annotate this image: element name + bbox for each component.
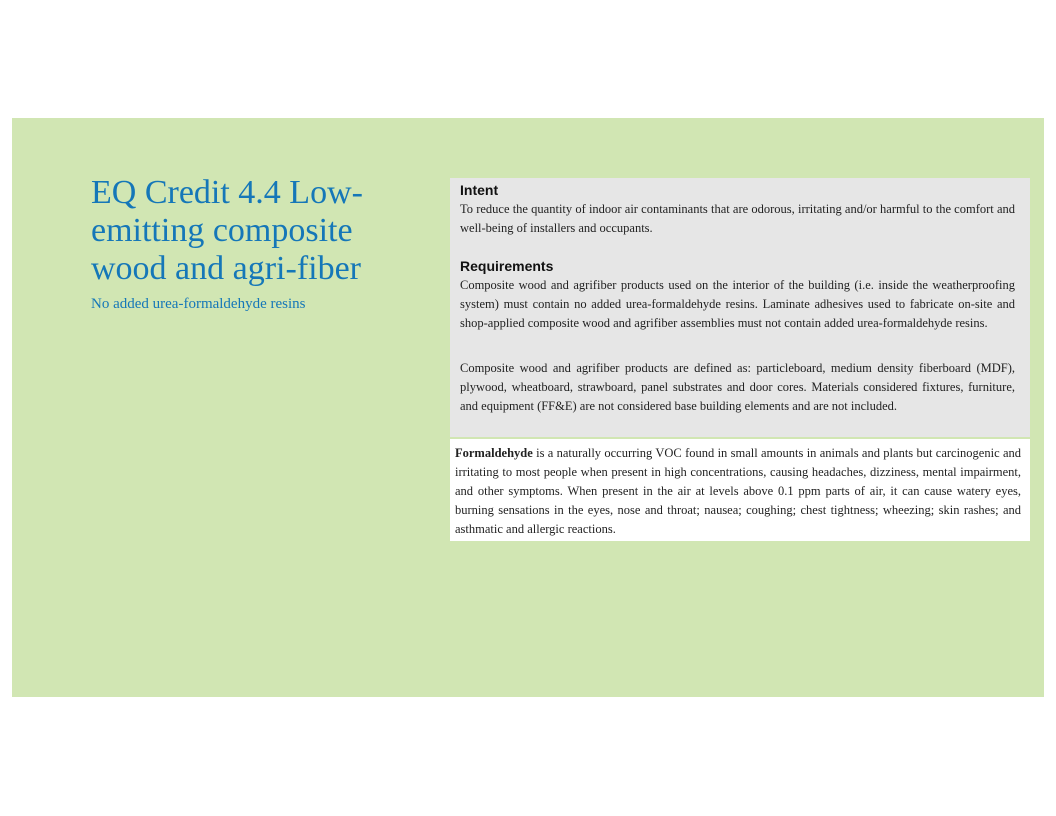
- slide-title: EQ Credit 4.4 Low-emitting composite wood and agri-fiber: [91, 174, 363, 287]
- excerpt-panel: [450, 178, 1030, 559]
- intent-text: To reduce the quantity of indoor air contaminants that are odorous, irritating and/or harmful to the comfort and well-being of installers and occupants.: [460, 202, 1015, 235]
- slide-subtitle: No added urea-formaldehyde resins: [91, 296, 306, 312]
- formaldehyde-note: [455, 444, 1021, 539]
- requirements-paragraph-1: Composite wood and agrifiber products used on the interior of the building (i.e. inside the weatherproofing system) must contain no added urea-formaldehyde resins. Laminate adhesives used to fabricate on-site and shop-applied composite wood and agrifiber assemblies must not contain added urea-formaldehyde resins.: [460, 278, 1015, 330]
- requirements-paragraph-2: Composite wood and agrifiber products are defined as: particleboard, medium density fiberboard (MDF), plywood, wheatboard, strawboard, panel substrates and door cores. Materials considered fixtures, furniture, and equipment (FF&E) are not considered base building elements and are not included.: [460, 361, 1015, 413]
- intent-heading: Intent: [460, 182, 499, 198]
- slide-background: [12, 118, 1044, 697]
- intent-requirements-box: [450, 178, 1030, 437]
- requirements-heading: Requirements: [460, 258, 554, 274]
- formaldehyde-description: is a naturally occurring VOC found in small amounts in animals and plants but carcinogenic and irritating to most people when present in high concentrations, causing headaches, dizziness, mental impairment, and other symptoms. When present in the air at levels above 0.1 ppm parts of air, it can cause watery eyes, burning sensations in the eyes, nose and throat; nausea; coughing; chest tightness; wheezing; skin rashes; and asthmatic and allergic reactions.: [455, 446, 1021, 536]
- formaldehyde-term: Formaldehyde: [455, 446, 533, 460]
- formaldehyde-note-box: [450, 439, 1030, 541]
